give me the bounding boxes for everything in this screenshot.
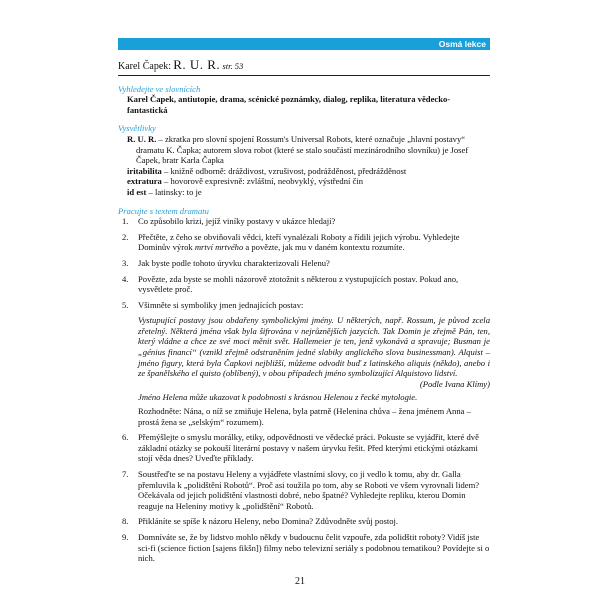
task-text: Všimněte si symboliky jmen jednajících postav: <box>138 299 304 310</box>
author: Karel Čapek: <box>118 61 172 72</box>
note-text: – latinsky: to je <box>146 186 202 197</box>
note-item <box>118 166 490 177</box>
note-term: extratura <box>127 176 162 187</box>
task-number: 1. <box>122 216 129 227</box>
task-text: Domníváte se, že by lidstvo mohlo někdy v budoucnu čelit vzpouře, zda polidštit roboty? Vidíš jste sci-fi (science fiction [sajens fikšn]) filmy nebo televizní seriály s podobnou tematikou? Povídejte si o nich. <box>138 531 490 564</box>
task-text: Přemýšlejte o smyslu morálky, etiky, odpovědnosti ve vědecké práci. Pokuste se vyjádřit, které dvě základní otázky se pokouší literární postavy v našem úryvku řešit. Před kterými etickými otázkami stojí věda dnes? Uveďte příklady. <box>138 432 479 464</box>
task-item <box>118 274 490 295</box>
task-text: Povězte, zda byste se mohli názorově ztotožnit s některou z vystupujících postav. Pokud ano, vysvětlete proč. <box>138 273 459 295</box>
task-item <box>118 258 490 269</box>
work-title: R. U. R. <box>173 57 221 72</box>
task-list-continued <box>118 432 490 564</box>
names-quote: Vystupující postavy jsou obdařeny symbolickými jmény. U některých, např. Rossum, je původ zcela zřetelný. Některá jména však byla šifrována v nejrůznějších jazycích. Tak Domin je zřejmě Pán, ten, který vládne a chce ze své moci měnit svět. Hallemeier je ten, jenž vykonává a spravuje; Busman je „génius financí“ (vznikl zřejmě odstraněním jedné slabiky anglického slova businessman). Alquist – jméno figury, která byla Čapkovi nejbližší, můžeme odvodit buď z latinského aliquis (někdo), anebo i ze španělského el quisto (oblíbený), v obou případech jméno symbolizující Alquistovo lidství. <box>138 315 490 379</box>
task-text: Jak byste podle tohoto úryvku charakterizovali Helenu? <box>138 257 330 268</box>
note-term: iritabilita <box>127 165 162 176</box>
quote-source: (Podle Ivana Klímy) <box>419 378 490 389</box>
note-text: – zkratka pro slovní spojení Rossum's Universal Robots, které označuje „hlavní postavy“ dramatu K. Čapka; autorem slova robot (které se stalo součástí mezinárodního slovníku) je Josef Čapek, bratr Karla Čapka <box>136 133 469 166</box>
page-content <box>118 57 490 569</box>
task-text: Přikláníte se spíše k názoru Heleny, nebo Domina? Zdůvodněte svůj postoj. <box>138 516 399 527</box>
helena-note: Jméno Helena může ukazovat k podobnosti s krásnou Helenou z řecké mytologie. <box>138 392 418 403</box>
task-item <box>118 216 490 227</box>
note-item <box>118 176 490 187</box>
text-title <box>118 57 490 76</box>
task-item <box>118 469 490 511</box>
task-item <box>118 532 490 564</box>
decide-prompt: Rozhodněte: Nána, o níž se zmiňuje Helena, byla patrně (Helenina chůva – žena jménem Anna – prostá žena se „selským“ rozumem). <box>138 406 471 427</box>
note-item <box>118 134 490 166</box>
note-item <box>118 187 490 198</box>
task-text: a povězte, jak mu v daném kontextu rozumíte. <box>243 242 405 253</box>
lesson-label: Osmá lekce <box>438 39 486 49</box>
task-item <box>118 300 490 311</box>
vocab-heading: Vyhledejte ve slovnících <box>118 83 201 94</box>
task-number: 2. <box>122 231 129 242</box>
task-quote-phrase: mrtví mrtvého <box>194 242 244 253</box>
task-text: Přečtěte, z čeho se obviňovali vědci, kteří vynalézali Roboty a řídili jejich výrobu. Vyhledejte Dominův výrok <box>138 231 460 253</box>
task-text: Co způsobilo krizi, jejíž viníky postavy v ukázce hledají? <box>138 216 336 227</box>
note-term: R. U. R. <box>127 133 157 144</box>
task-list <box>118 216 490 310</box>
tasks-heading: Pracujte s textem dramatu <box>118 205 209 216</box>
task-number: 5. <box>122 299 129 310</box>
note-term: id est <box>127 186 147 197</box>
page-number: 21 <box>295 576 305 587</box>
task-item <box>118 432 490 464</box>
task-text: Soustřeďte se na postavu Heleny a vyjádřete vlastními slovy, co ji vedlo k tomu, aby dr. Galla přemluvila k „polidštění Robotů“. Proč asi toužila po tom, aby se Roboti ve všem vyrovnali lidem? Očekávala od jejich polidštění vlastnosti dobré, nebo špatné? Vyhledejte repliku, kterou Domin reaguje na Heleniny motivy k „polidštění“ Robotů. <box>138 469 480 511</box>
task-number: 3. <box>122 257 129 268</box>
note-text: – knižně odborně: dráždivost, vzrušivost, podrážděnost, předrážděnost <box>161 165 407 176</box>
notes-heading: Vysvětlivky <box>118 123 156 134</box>
task-number: 9. <box>122 531 129 542</box>
note-text: – hovorově expresivně: zvláštní, neobvyklý, výstřední čin <box>161 176 364 187</box>
task-number: 7. <box>122 469 129 479</box>
task-number: 6. <box>122 432 129 443</box>
task-number: 8. <box>122 516 129 527</box>
task-item <box>118 232 490 253</box>
page-reference: str. 53 <box>222 61 244 71</box>
lesson-banner <box>118 38 490 50</box>
task-item <box>118 516 490 527</box>
vocab-words: Karel Čapek, antiutopie, drama, scénické poznámky, dialog, replika, literatura vědecko-fantastická <box>127 94 451 115</box>
task-number: 4. <box>122 273 129 284</box>
